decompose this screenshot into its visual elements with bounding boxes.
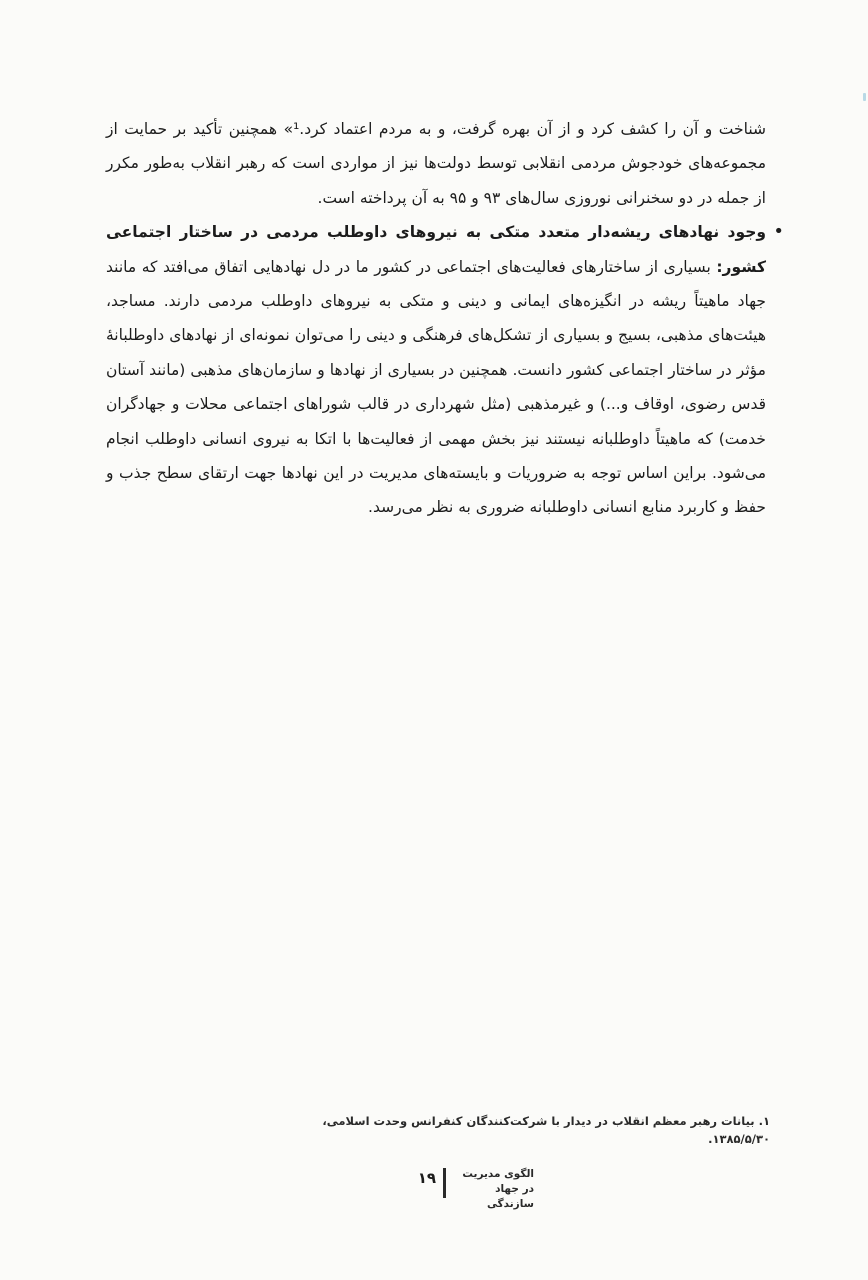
page-number: ۱۹ <box>417 1169 436 1187</box>
footer-separator <box>443 1168 446 1198</box>
bullet-paragraph <box>106 215 784 525</box>
page-edge-mark <box>863 93 866 101</box>
book-title-line-2: در جهاد سازندگی <box>486 1183 534 1210</box>
footnote: ۱. بیانات رهبر معظم انقلاب در دیدار با شرکت‌کنندگان کنفرانس وحدت اسلامی، ۱۳۸۵/۵/۳۰. <box>322 1114 770 1146</box>
bullet-heading: وجود نهادهای ریشه‌دار متعدد متکی به نیروهای داوطلب مردمی در ساختار اجتماعی کشور: <box>106 223 766 276</box>
book-title-line-1: الگوی مدیریت <box>462 1168 534 1180</box>
bullet-body: بسیاری از ساختارهای فعالیت‌های اجتماعی در کشور ما در دل نهادهایی اتفاق می‌افتد که مانند جهاد ماهیتاً ریشه در انگیزه‌های ایمانی و دینی و متکی به نیروهای داوطلب مردمی دارند. مساجد، هیئت‌های مذهبی، بسیج و بسیاری از تشکل‌های فرهنگی و دینی را می‌توان نمونه‌ای از نهادهای داوطلبانهٔ مؤثر در ساختار اجتماعی کشور دانست. همچنین در بسیاری از نهادها و سازمان‌های مذهبی (مانند آستان قدس رضوی، اوقاف و...) و غیرمذهبی (مثل شهرداری در قالب شوراهای اجتماعی محلات و جهادگران خدمت) که ماهیتاً داوطلبانه نیستند نیز بخش مهمی از فعالیت‌ها با اتکا به نیروی انسانی داوطلب انجام می‌شود. براین اساس توجه به ضروریات و بایسته‌های مدیریت در این نهادها جهت ارتقای سطح جذب و حفظ و کاربرد منابع انسانی داوطلبانه ضروری به نظر می‌رسد. <box>106 257 766 517</box>
page-footer <box>380 1165 550 1210</box>
body-text <box>106 112 784 525</box>
paragraph-1: شناخت و آن را کشف کرد و از آن بهره گرفت، و به مردم اعتماد کرد.¹» همچنین تأکید بر حمایت از مجموعه‌های خودجوش مردمی انقلابی توسط دولت‌ها نیز از مواردی است که رهبر انقلاب به‌طور مکرر از جمله در دو سخنرانی نوروزی سال‌های ۹۳ و ۹۵ به آن پرداخته است. <box>106 120 766 207</box>
bullet-dot-icon: • <box>773 221 784 243</box>
book-title <box>454 1167 534 1212</box>
